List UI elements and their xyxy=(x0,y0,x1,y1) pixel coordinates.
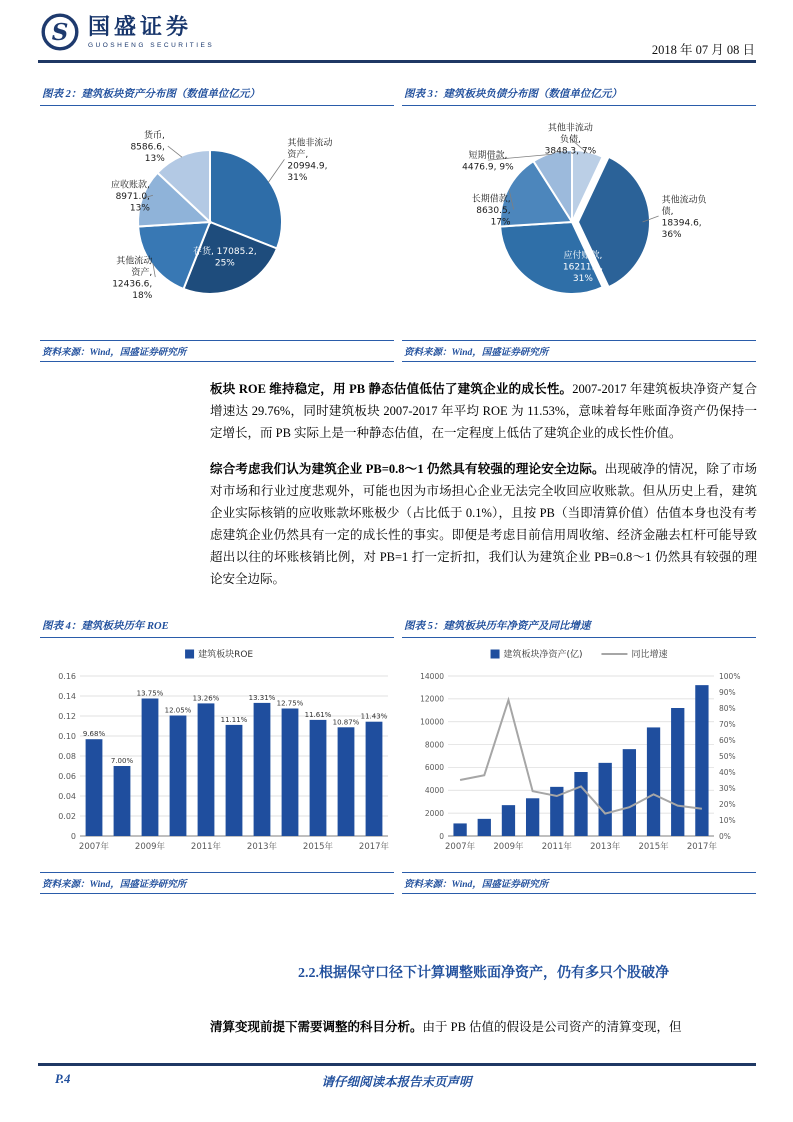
svg-text:100%: 100% xyxy=(719,671,741,681)
svg-text:2011年: 2011年 xyxy=(541,842,572,852)
paragraph-lead: 板块 ROE 维持稳定，用 PB 静态估值低估了建筑企业的成长性。 xyxy=(210,382,573,396)
svg-text:13.26%: 13.26% xyxy=(192,694,220,703)
footer-divider xyxy=(38,1063,756,1066)
svg-text:2017年: 2017年 xyxy=(358,842,390,852)
svg-text:11.43%: 11.43% xyxy=(360,712,388,721)
svg-text:2007年: 2007年 xyxy=(78,842,110,852)
brand-name: 国盛证券 xyxy=(88,14,193,40)
footer-disclaimer: 请仔细阅读本报告末页声明 xyxy=(321,1075,472,1089)
svg-text:6000: 6000 xyxy=(424,763,444,773)
svg-text:2009年: 2009年 xyxy=(493,842,524,852)
liabilities-pie-chart xyxy=(402,106,756,340)
svg-text:2015年: 2015年 xyxy=(638,842,669,852)
svg-text:8000: 8000 xyxy=(424,740,444,750)
svg-text:40%: 40% xyxy=(719,767,736,777)
svg-text:12000: 12000 xyxy=(420,694,444,704)
svg-text:S: S xyxy=(51,19,69,46)
svg-text:其他非流动: 其他非流动 xyxy=(287,138,333,149)
svg-text:0.04: 0.04 xyxy=(58,791,76,801)
figure-2 xyxy=(40,84,394,362)
figure-4 xyxy=(40,616,394,894)
svg-text:0.16: 0.16 xyxy=(58,671,76,681)
header-divider xyxy=(38,60,756,63)
svg-text:8586.6,: 8586.6, xyxy=(130,142,165,153)
guosheng-logo-icon xyxy=(40,12,80,52)
svg-text:9.68%: 9.68% xyxy=(82,730,106,739)
svg-text:18%: 18% xyxy=(132,290,153,301)
svg-text:0.14: 0.14 xyxy=(58,691,76,701)
svg-text:其他非流动: 其他非流动 xyxy=(547,123,593,134)
figure-3-source: 资料来源：Wind，国盛证券研究所 xyxy=(402,340,756,362)
page-number: P.4 xyxy=(55,1072,71,1086)
svg-text:长期借款,: 长期借款, xyxy=(471,194,511,205)
svg-text:债,: 债, xyxy=(661,206,674,217)
svg-text:2009年: 2009年 xyxy=(134,842,166,852)
figure-5-source: 资料来源：Wind，国盛证券研究所 xyxy=(402,872,756,894)
svg-text:其他流动: 其他流动 xyxy=(116,256,153,267)
svg-text:13%: 13% xyxy=(129,203,150,214)
svg-text:0.08: 0.08 xyxy=(58,751,76,761)
figure-5 xyxy=(402,616,756,894)
svg-text:4000: 4000 xyxy=(424,786,444,796)
svg-text:13.75%: 13.75% xyxy=(136,689,164,698)
svg-text:建筑板块ROE: 建筑板块ROE xyxy=(198,650,254,661)
brand-text xyxy=(88,15,214,48)
svg-text:20%: 20% xyxy=(719,799,736,809)
paragraph-roe-valuation xyxy=(210,378,757,444)
svg-text:25%: 25% xyxy=(214,258,235,269)
svg-text:2013年: 2013年 xyxy=(246,842,278,852)
svg-text:0.12: 0.12 xyxy=(58,711,76,721)
svg-text:资产,: 资产, xyxy=(131,267,153,278)
svg-text:90%: 90% xyxy=(719,687,736,697)
svg-text:12.05%: 12.05% xyxy=(164,706,192,715)
svg-text:31%: 31% xyxy=(572,274,593,285)
svg-text:0.06: 0.06 xyxy=(58,771,76,781)
svg-text:2011年: 2011年 xyxy=(190,842,222,852)
header xyxy=(40,12,755,58)
svg-text:7.00%: 7.00% xyxy=(110,757,134,765)
svg-text:2000: 2000 xyxy=(424,808,444,818)
svg-text:8971.0,: 8971.0, xyxy=(115,191,150,202)
paragraph-body: 2007-2017 年建筑板块净资产复合增速达 29.76%，同时建筑板块 2007-2017 年平均 ROE 为 11.53%，意味着每年账面净资产仍保持一定增长，而 PB 实际上是一种静态估值，在一定程度上低估了建筑企业的成长性价值。 xyxy=(210,382,757,440)
svg-text:货币,: 货币, xyxy=(143,131,165,142)
svg-text:应付账款,: 应付账款, xyxy=(563,251,603,262)
svg-text:17%: 17% xyxy=(490,217,511,228)
figure-5-title: 图表 5：建筑板块历年净资产及同比增速 xyxy=(402,616,756,638)
svg-text:0.10: 0.10 xyxy=(58,731,76,741)
svg-text:0%: 0% xyxy=(719,831,731,841)
svg-text:16211.1,: 16211.1, xyxy=(562,262,603,273)
svg-text:13.31%: 13.31% xyxy=(248,693,276,702)
svg-text:其他流动负: 其他流动负 xyxy=(661,195,707,206)
svg-text:10%: 10% xyxy=(719,815,736,825)
section-heading: 2.2.根据保守口径下计算调整账面净资产，仍有多只个股破净 xyxy=(298,966,669,981)
svg-text:0: 0 xyxy=(439,831,444,841)
figure-2-source: 资料来源：Wind，国盛证券研究所 xyxy=(40,340,394,362)
paragraph-lead: 综合考虑我们认为建筑企业 PB=0.8～1 仍然具有较强的理论安全边际。 xyxy=(210,462,605,476)
brand-subtitle: GUOSHENG SECURITIES xyxy=(88,41,215,49)
svg-text:3848.3, 7%: 3848.3, 7% xyxy=(544,146,597,157)
paragraph-body: 由于 PB 估值的假设是公司资产的清算变现，但 xyxy=(422,1020,682,1034)
svg-text:50%: 50% xyxy=(719,751,736,761)
figure-2-title: 图表 2：建筑板块资产分布图（数值单位亿元） xyxy=(40,84,394,106)
assets-pie-chart xyxy=(40,106,394,340)
svg-text:应收账款,: 应收账款, xyxy=(111,180,150,191)
svg-text:30%: 30% xyxy=(719,783,736,793)
svg-text:11.11%: 11.11% xyxy=(220,715,248,724)
svg-text:80%: 80% xyxy=(719,703,736,713)
report-date: 2018 年 07 月 08 日 xyxy=(651,43,755,57)
figure-4-source: 资料来源：Wind，国盛证券研究所 xyxy=(40,872,394,894)
body-text xyxy=(210,378,757,604)
svg-text:0.02: 0.02 xyxy=(58,811,76,821)
svg-text:资产,: 资产, xyxy=(287,150,309,161)
svg-text:14000: 14000 xyxy=(420,671,444,681)
svg-text:31%: 31% xyxy=(287,173,308,184)
paragraph-lead: 清算变现前提下需要调整的科目分析。 xyxy=(210,1020,423,1034)
svg-text:2017年: 2017年 xyxy=(686,842,717,852)
paragraph-liquidation xyxy=(210,1016,757,1038)
svg-text:70%: 70% xyxy=(719,719,736,729)
svg-text:12436.6,: 12436.6, xyxy=(112,279,153,290)
svg-text:建筑板块净资产(亿): 建筑板块净资产(亿) xyxy=(503,650,583,661)
networth-combo-chart xyxy=(402,638,756,872)
svg-text:2013年: 2013年 xyxy=(590,842,621,852)
svg-text:10.87%: 10.87% xyxy=(332,718,360,727)
svg-text:20994.9,: 20994.9, xyxy=(287,161,328,172)
closing-paragraph xyxy=(210,1016,757,1038)
svg-text:同比增速: 同比增速 xyxy=(631,650,668,661)
svg-text:0: 0 xyxy=(70,831,76,841)
svg-text:18394.6,: 18394.6, xyxy=(661,218,702,229)
svg-text:12.75%: 12.75% xyxy=(276,699,304,708)
svg-text:60%: 60% xyxy=(719,735,736,745)
paragraph-body: 出现破净的情况，除了市场对市场和行业过度悲观外，可能也因为市场担心企业无法完全收回应收账款。但从历史上看，建筑企业实际核销的应收账款坏账极少（占比低于 0.1%），且按 PB（当即清算价值）估值本身也没有考虑建筑企业仍然具有一定的成长性的事实。即便是考虑目前信用周收缩、经济金融去杠杆可能导致超出以往的坏账核销比例，对 PB=1 打一定折扣，我们认为建筑企业 PB=0.8～1 仍然具有较强的理论安全边际。 xyxy=(210,462,757,586)
svg-text:36%: 36% xyxy=(661,229,682,240)
svg-text:2007年: 2007年 xyxy=(445,842,476,852)
brand-logo xyxy=(40,12,214,52)
svg-text:4476.9, 9%: 4476.9, 9% xyxy=(462,162,514,173)
svg-text:负债,: 负债, xyxy=(559,135,581,146)
svg-text:13%: 13% xyxy=(144,154,165,165)
svg-text:存货, 17085.2,: 存货, 17085.2, xyxy=(192,247,257,258)
svg-text:短期借款,: 短期借款, xyxy=(468,150,508,161)
figure-3-title: 图表 3：建筑板块负债分布图（数值单位亿元） xyxy=(402,84,756,106)
roe-bar-chart xyxy=(40,638,394,872)
figure-3 xyxy=(402,84,756,362)
svg-text:11.61%: 11.61% xyxy=(304,710,332,719)
svg-text:2015年: 2015年 xyxy=(302,842,334,852)
paragraph-pb-safety-margin xyxy=(210,458,757,590)
svg-text:10000: 10000 xyxy=(420,717,444,727)
figure-4-title: 图表 4：建筑板块历年 ROE xyxy=(40,616,394,638)
svg-text:8630.5,: 8630.5, xyxy=(476,206,511,217)
